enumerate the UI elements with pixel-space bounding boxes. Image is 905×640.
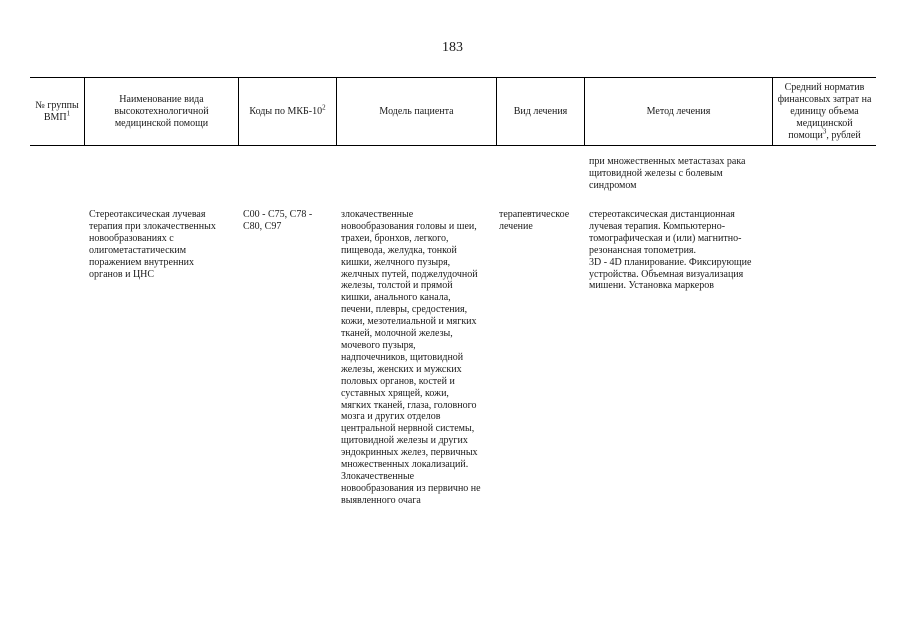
header-patient-model (336, 78, 496, 145)
header-treatment-type-text: Вид лечения (513, 105, 568, 117)
footnote-marker: 2 (322, 103, 326, 112)
header-icd-codes-text: Коды по МКБ-10 (249, 105, 323, 117)
treatment-method-cell: стереотаксическая дистанционная лучевая терапия. Компьютерно- томографическая и (или) магнитно- резонансная топометрия. 3D - 4D планирование. Фиксирующие устройства. Объемная визуализация мишени. Установка маркеров (589, 209, 752, 292)
patient-model-cell: злокачественные новообразования головы и шеи, трахеи, бронхов, легкого, пищевода, желудка, тонкой кишки, желчного пузыря, желчных путей, поджелудочной железы, толстой и прямой кишки, анального канала, печени, плевры, средостения, кожи, мезотелиальной и мягких тканей, молочной железы, мочевого пузыря, надпочечников, щитовидной железы, женских и мужских половых органов, костей и суставных хрящей, кожи, мягких тканей, глаза, головного мозга и других отделов центральной нервной системы, щитовидной железы и других эндокринных желез, первичных множественных локализаций. Злокачественные новообразования из первично не выявленного очага (341, 209, 481, 506)
header-treatment-method-text: Метод лечения (646, 105, 711, 117)
care-type-cell: Стереотаксическая лучевая терапия при злокачественных новообразованиях с олигометастатическим поражением внутренних органов и ЦНС (89, 209, 216, 280)
header-treatment-type (496, 78, 584, 145)
header-cost-norm (772, 78, 876, 145)
header-group-no-text: № группы ВМП (35, 99, 79, 123)
footnote-marker: 3 (822, 127, 827, 136)
table-header (30, 77, 876, 146)
footnote-marker: 1 (66, 109, 71, 118)
header-patient-model-text: Модель пациента (379, 105, 454, 117)
treatment-type-cell: терапевтическое лечение (499, 209, 570, 232)
header-care-type-text: Наименование вида высокотехнологичной медицинской помощи (114, 93, 209, 129)
continuation-method-cell: при множественных метастазах рака щитовидной железы с болевым синдромом (589, 156, 746, 191)
header-cost-norm-suffix: , рублей (826, 129, 861, 141)
header-care-type (84, 78, 238, 145)
header-treatment-method (584, 78, 772, 145)
header-icd-codes (238, 78, 336, 145)
header-group-no (30, 78, 84, 145)
header-cost-norm-text: Средний норматив финансовых затрат на единицу объема медицинской помощи (777, 81, 872, 141)
icd-codes-cell: C00 - C75, C78 - C80, C97 (243, 209, 313, 232)
page-number: 183 (442, 40, 463, 55)
